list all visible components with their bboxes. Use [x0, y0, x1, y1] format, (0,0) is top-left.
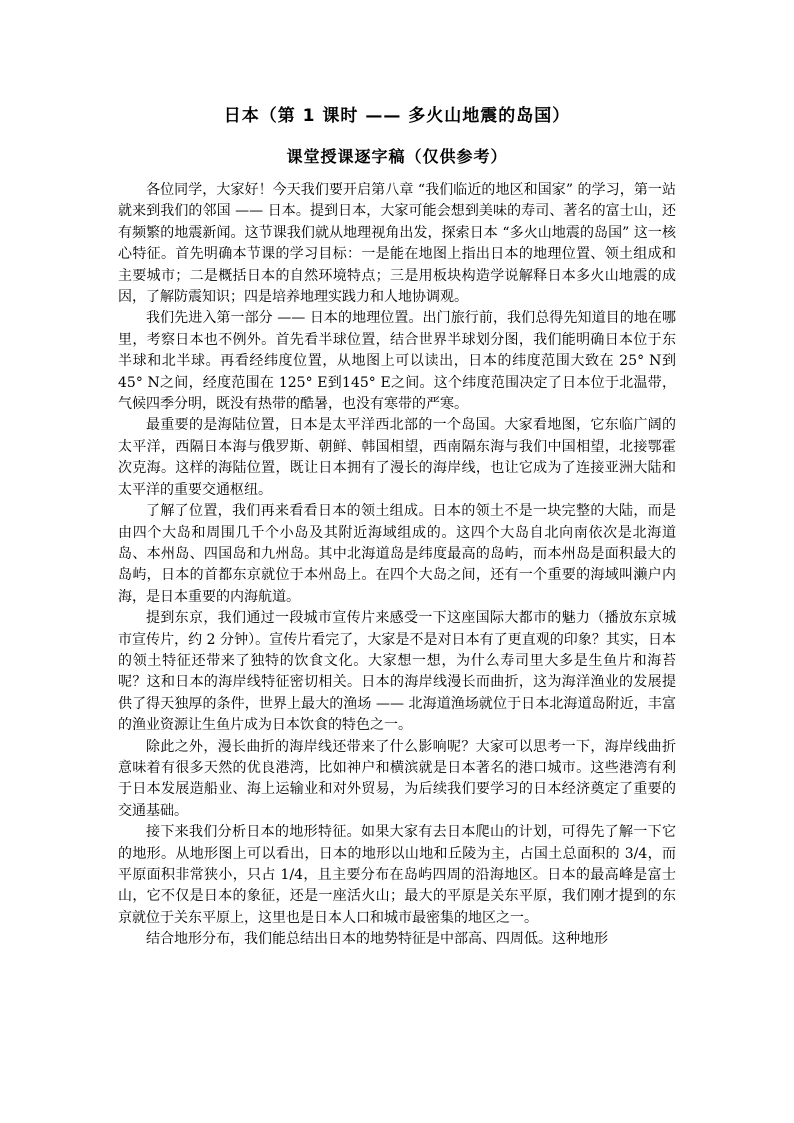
paragraph-1: 各位同学，大家好！今天我们要开启第八章 “我们临近的地区和国家” 的学习，第一站就来到我们的邻国 —— 日本。提到日本，大家可能会想到美味的寿司、著名的富士山，还有频繁的地震新闻。这节课我们就从地理视角出发，探索日本 “多火山地震的岛国” 这一核心特征。首先明确本节课的学习目标：一是能在地图上指出日本的地理位置、领土组成和主要城市；二是概括日本的自然环境特点；三是用板块构造学说解释日本多火山地震的成因，了解防震知识；四是培养地理实践力和人地协调观。 — [118, 182, 676, 306]
paragraph-4: 了解了位置，我们再来看看日本的领土组成。日本的领土不是一块完整的大陆，而是由四个大岛和周围几千个小岛及其附近海域组成的。这四个大岛自北向南依次是北海道岛、本州岛、四国岛和九州岛。其中北海道岛是纬度最高的岛屿，而本州岛是面积最大的岛屿，日本的首都东京就位于本州岛上。在四个大岛之间，还有一个重要的海域叫濑户内海，是日本重要的内海航道。 — [118, 503, 676, 605]
document-subtitle: 课堂授课逐字稿（仅供参考） — [286, 147, 508, 166]
paragraph-7: 接下来我们分析日本的地形特征。如果大家有去日本爬山的计划，可得先了解一下它的地形。从地形图上可以看出，日本的地形以山地和丘陵为主，占国土总面积的 3/4，而平原面积非常狭小，只占 1/4，且主要分布在岛屿四周的沿海地区。日本的最高峰是富士山，它不仅是日本的象征，还是一座活火山；最大的平原是关东平原，我们刚才提到的东京就位于关东平原上，这里也是日本人口和城市最密集的地区之一。 — [118, 824, 676, 926]
document-body — [118, 180, 676, 951]
paragraph-3: 最重要的是海陆位置，日本是太平洋西北部的一个岛国。大家看地图，它东临广阔的太平洋，西隔日本海与俄罗斯、朝鲜、韩国相望，西南隔东海与我们中国相望，北接鄂霍次克海。这样的海陆位置，既让日本拥有了漫长的海岸线，也让它成为了连接亚洲大陆和太平洋的重要交通枢纽。 — [118, 417, 676, 498]
document-title: 日本（第 1 课时 —— 多火山地震的岛国） — [223, 106, 571, 126]
paragraph-8: 结合地形分布，我们能总结出日本的地势特征是中部高、四周低。这种地形 — [146, 931, 608, 948]
paragraph-2: 我们先进入第一部分 —— 日本的地理位置。出门旅行前，我们总得先知道目的地在哪里，考察日本也不例外。首先看半球位置，结合世界半球划分图，我们能明确日本位于东半球和北半球。再看经纬度位置，从地图上可以读出，日本的纬度范围大致在 25° N到 45° N之间，经度范围在 125° E到145° E之间。这个纬度范围决定了日本位于北温带，气候四季分明，既没有热带的酷暑，也没有寒带的严寒。 — [118, 310, 676, 413]
paragraph-5: 提到东京，我们通过一段城市宣传片来感受一下这座国际大都市的魅力（播放东京城市宣传片，约 2 分钟）。宣传片看完了，大家是不是对日本有了更直观的印象？其实，日本的领土特征还带来了独特的饮食文化。大家想一想，为什么寿司里大多是生鱼片和海苔呢？这和日本的海岸线特征密切相关。日本的海岸线漫长而曲折，这为海洋渔业的发展提供了得天独厚的条件，世界上最大的渔场 —— 北海道渔场就位于日本北海道岛附近，丰富的渔业资源让生鱼片成为日本饮食的特色之一。 — [118, 610, 676, 734]
paragraph-6: 除此之外，漫长曲折的海岸线还带来了什么影响呢？大家可以思考一下，海岸线曲折意味着有很多天然的优良港湾，比如神户和横滨就是日本著名的港口城市。这些港湾有利于日本发展造船业、海上运输业和对外贸易，为后续我们要学习的日本经济奠定了重要的交通基础。 — [118, 738, 676, 819]
